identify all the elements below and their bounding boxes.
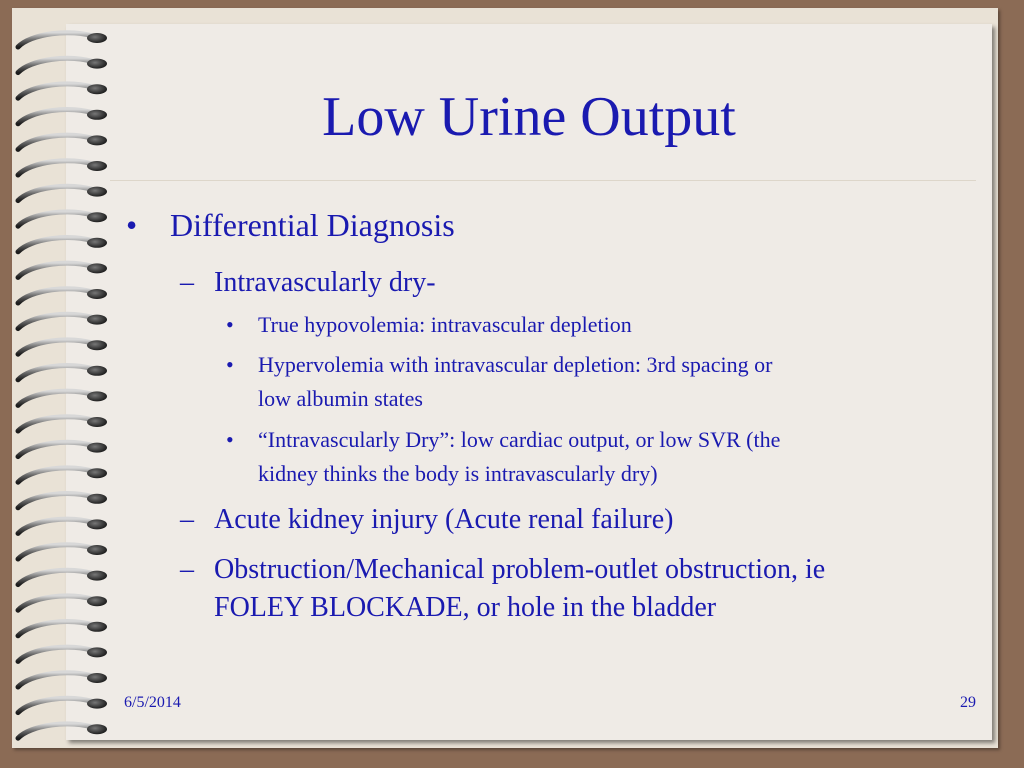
- coil-hole: [87, 187, 107, 197]
- detail-text-line-2: kidney thinks the body is intravascularly dry): [258, 461, 658, 486]
- subbullet-text-line-1: Obstruction/Mechanical problem-outlet obstruction, ie: [214, 554, 826, 585]
- coil-wire: [18, 212, 96, 226]
- coil-hole: [87, 391, 107, 401]
- slide-title: Low Urine Output: [322, 86, 736, 148]
- dash-marker: –: [180, 504, 194, 535]
- coil-wire: [18, 391, 96, 405]
- coil-hole: [87, 84, 107, 94]
- coil-wire: [18, 314, 96, 328]
- coil-hole: [87, 263, 107, 273]
- coil-hole: [87, 622, 107, 632]
- coil-hole: [87, 724, 107, 734]
- bullet-marker: •: [226, 427, 234, 452]
- coil-wire: [18, 724, 96, 738]
- coil-wire: [18, 570, 96, 584]
- coil-wire: [18, 263, 96, 277]
- coil-hole: [87, 571, 107, 581]
- bullet-marker: •: [226, 352, 234, 377]
- coil-hole: [87, 212, 107, 222]
- coil-wire: [18, 698, 96, 712]
- subbullet-text: Intravascularly dry-: [214, 267, 436, 298]
- coil-wire: [18, 596, 96, 610]
- coil-wire: [18, 417, 96, 431]
- coil-hole: [87, 545, 107, 555]
- detail-text-line-2: low albumin states: [258, 386, 423, 411]
- coil-hole: [87, 59, 107, 69]
- bullet-marker: •: [126, 207, 138, 243]
- coil-hole: [87, 468, 107, 478]
- coil-wire: [18, 135, 96, 149]
- slide-content: [66, 24, 992, 740]
- coil-hole: [87, 110, 107, 120]
- coil-hole: [87, 161, 107, 171]
- coil-hole: [87, 417, 107, 427]
- detail-text-line-1: “Intravascularly Dry”: low cardiac output, or low SVR (the: [258, 427, 781, 452]
- coil-wire: [18, 673, 96, 687]
- detail-text: True hypovolemia: intravascular depletion: [258, 312, 632, 337]
- subbullet-text-line-2: FOLEY BLOCKADE, or hole in the bladder: [214, 592, 717, 623]
- coil-hole: [87, 238, 107, 248]
- slide-number: 29: [960, 694, 976, 711]
- dash-marker: –: [180, 267, 194, 298]
- coil-wire: [18, 494, 96, 508]
- coil-wire: [18, 366, 96, 380]
- coil-hole: [87, 647, 107, 657]
- coil-hole: [87, 699, 107, 709]
- coil-wire: [18, 238, 96, 252]
- spiral-binding-icon: [0, 0, 130, 768]
- coil-wire: [18, 84, 96, 98]
- coil-wire: [18, 186, 96, 200]
- coil-hole: [87, 135, 107, 145]
- coil-wire: [18, 289, 96, 303]
- coil-hole: [87, 519, 107, 529]
- coil-hole: [87, 315, 107, 325]
- slide: [66, 24, 992, 740]
- coil-wire: [18, 110, 96, 124]
- coil-wire: [18, 468, 96, 482]
- coil-hole: [87, 289, 107, 299]
- coil-wire: [18, 58, 96, 72]
- coil-hole: [87, 443, 107, 453]
- dash-marker: –: [180, 554, 194, 585]
- bullet-marker: •: [226, 312, 234, 337]
- coil-wire: [18, 647, 96, 661]
- detail-text-line-1: Hypervolemia with intravascular depletion: 3rd spacing or: [258, 352, 773, 377]
- coil-hole: [87, 673, 107, 683]
- coil-hole: [87, 494, 107, 504]
- coil-wire: [18, 33, 96, 47]
- coil-hole: [87, 340, 107, 350]
- coil-wire: [18, 340, 96, 354]
- bullet-text: Differential Diagnosis: [170, 207, 455, 243]
- footer-date: 6/5/2014: [124, 694, 181, 711]
- coil-hole: [87, 596, 107, 606]
- coil-wire: [18, 161, 96, 175]
- coil-wire: [18, 545, 96, 559]
- coil-wire: [18, 622, 96, 636]
- subbullet-text: Acute kidney injury (Acute renal failure): [214, 504, 674, 535]
- coil-hole: [87, 33, 107, 43]
- coil-wire: [18, 442, 96, 456]
- coil-wire: [18, 519, 96, 533]
- coil-hole: [87, 366, 107, 376]
